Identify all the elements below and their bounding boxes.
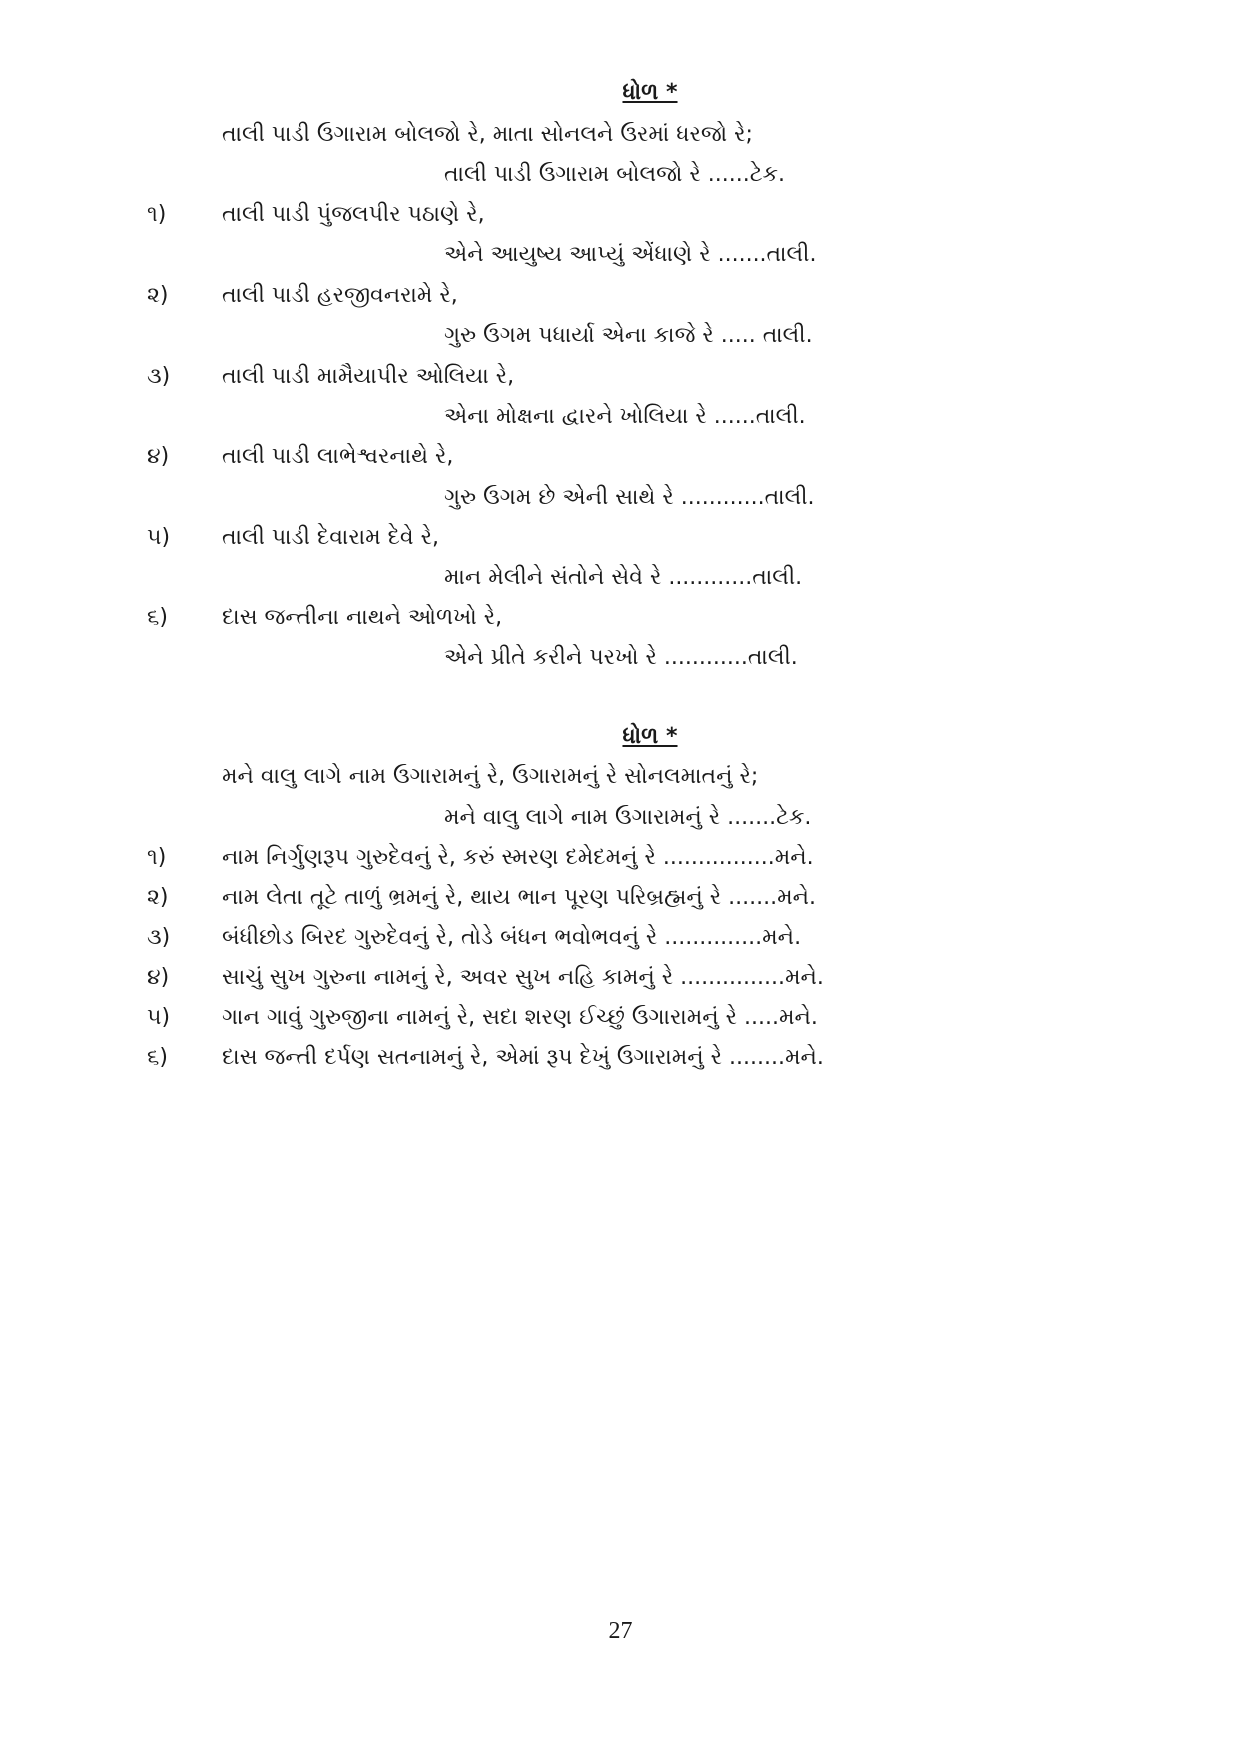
section2-refrain-line1: મને વાલુ લાગે નામ ઉગારામનું રે, ઉગારામનું રે સોનલમાતનું રે; bbox=[222, 764, 759, 789]
verse-number: ૬) bbox=[147, 1045, 168, 1070]
page-number: 27 bbox=[608, 1618, 633, 1644]
verse-line: ગુરુ ઉગમ છે એની સાથે રે ............તાલી. bbox=[444, 485, 815, 510]
section1-refrain-line2: તાલી પાડી ઉગારામ બોલજો રે ......ટેક. bbox=[444, 162, 786, 187]
verse-line: તાલી પાડી મામૈયાપીર ઓલિયા રે, bbox=[222, 364, 515, 389]
verse-line: ગાન ગાવું ગુરુજીના નામનું રે, સદા શરણ ઈચ્છું ઉગારામનું રે .....મને. bbox=[222, 1005, 818, 1030]
verse-line: એના મોક્ષના દ્વારને ખોલિયા રે ......તાલી. bbox=[444, 404, 806, 429]
verse-line: બંધીછોડ બિરદ ગુરુદેવનું રે, તોડે બંધન ભવોભવનું રે ..............મને. bbox=[222, 925, 802, 950]
section2-heading: ધોળ * bbox=[622, 724, 678, 749]
verse-line: સાચું સુખ ગુરુના નામનું રે, અવર સુખ નહિ કામનું રે ...............મને. bbox=[222, 965, 824, 990]
verse-line: નામ લેતા તૂટે તાળું ભ્રમનું રે, થાય ભાન પૂરણ પરિબ્રહ્મનું રે .......મને. bbox=[222, 885, 817, 910]
verse-number: ૧) bbox=[147, 202, 167, 227]
verse-line: ગુરુ ઉગમ પધાર્યા એના કાજે રે ..... તાલી. bbox=[444, 323, 813, 348]
verse-number: ૫) bbox=[147, 525, 171, 550]
verse-number: ૪) bbox=[147, 444, 170, 469]
verse-number: ૨) bbox=[147, 885, 169, 910]
verse-line: તાલી પાડી દેવારામ દેવે રે, bbox=[222, 525, 439, 550]
section1-heading: ધોળ * bbox=[622, 80, 678, 105]
verse-number: ૫) bbox=[147, 1005, 171, 1030]
section1-refrain-line1: તાલી પાડી ઉગારામ બોલજો રે, માતા સોનલને ઉરમાં ધરજો રે; bbox=[222, 122, 753, 147]
verse-number: ૬) bbox=[147, 605, 168, 630]
verse-line: એને પ્રીતે કરીને પરખો રે ............તાલી. bbox=[444, 645, 798, 670]
verse-line: એને આયુષ્ય આપ્યું એંધાણે રે .......તાલી. bbox=[444, 242, 817, 267]
verse-line: દાસ જન્તીના નાથને ઓળખો રે, bbox=[222, 605, 503, 630]
verse-number: ૩) bbox=[147, 364, 171, 389]
section2-refrain-line2: મને વાલુ લાગે નામ ઉગારામનું રે .......ટેક. bbox=[444, 805, 812, 830]
verse-line: નામ નિર્ગુણરૂપ ગુરુદેવનું રે, કરું સ્મરણ દમેદમનું રે ................મને. bbox=[222, 845, 814, 870]
verse-number: ૧) bbox=[147, 845, 167, 870]
verse-line: તાલી પાડી પુંજલપીર પઠાણે રે, bbox=[222, 202, 485, 227]
verse-line: તાલી પાડી લાભેશ્વરનાથે રે, bbox=[222, 444, 454, 469]
verse-line: તાલી પાડી હરજીવનરામે રે, bbox=[222, 283, 458, 308]
verse-number: ૩) bbox=[147, 925, 171, 950]
verse-line: માન મેલીને સંતોને સેવે રે ............તાલી. bbox=[444, 565, 803, 590]
verse-number: ૪) bbox=[147, 965, 170, 990]
verse-number: ૨) bbox=[147, 283, 169, 308]
verse-line: દાસ જન્તી દર્પણ સતનામનું રે, એમાં રૂપ દેખું ઉગારામનું રે ........મને. bbox=[222, 1045, 824, 1070]
